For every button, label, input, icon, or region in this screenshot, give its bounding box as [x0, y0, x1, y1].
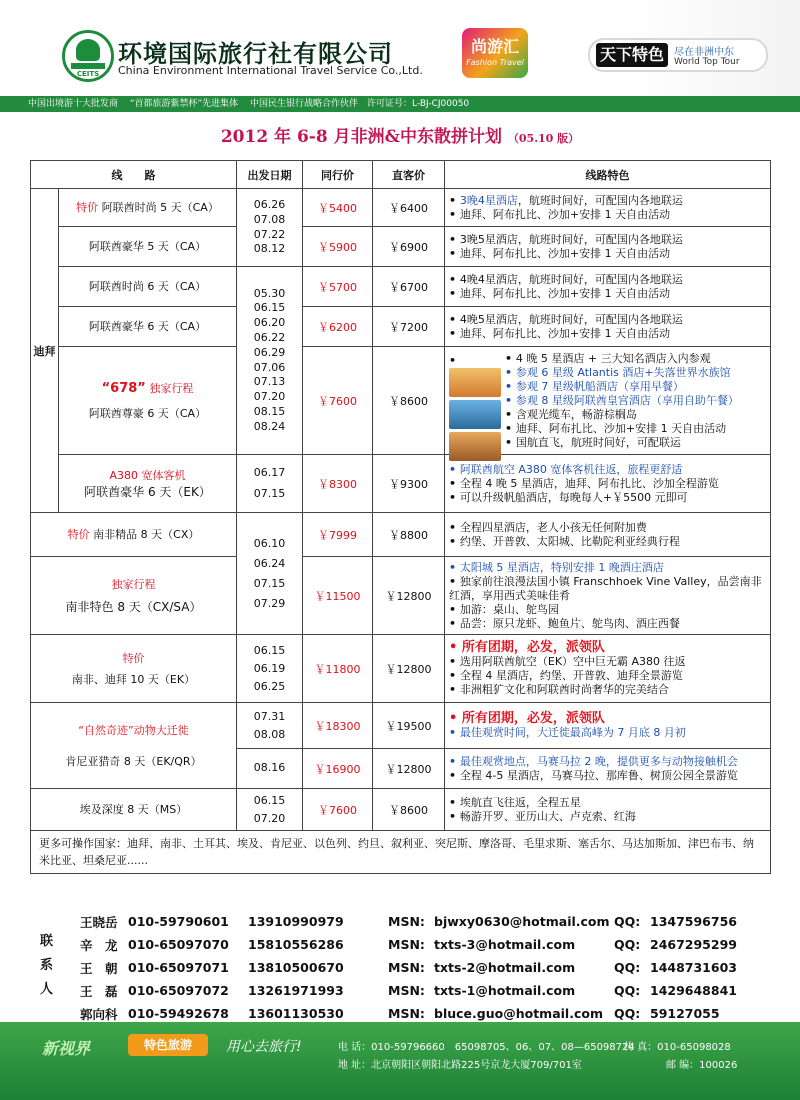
table-row — [31, 455, 771, 513]
company-name-en: China Environment International Travel Service Co.,Ltd. — [118, 64, 423, 77]
feature-cell — [445, 307, 771, 347]
feature-cell — [445, 703, 771, 749]
date-item: 07.06 — [253, 360, 286, 374]
date-cell — [237, 189, 303, 267]
date-item: 06.15 — [253, 643, 286, 657]
feature-item: • 可以升级帆船酒店，每晚每人+￥5500 元即可 — [449, 491, 766, 505]
msn-label: MSN: — [388, 960, 425, 975]
route-cell — [31, 635, 237, 703]
footer-address: 地 址：北京朝阳区朝阳北路225号京龙大厦709/701室 — [338, 1060, 582, 1071]
date-item: 06.26 — [253, 197, 286, 211]
peer-price: ￥5900 — [303, 227, 373, 267]
feature-cell — [445, 267, 771, 307]
peer-price: ￥11800 — [303, 635, 373, 703]
date-item: 07.08 — [253, 212, 286, 226]
route-cell — [59, 455, 237, 513]
route-cell — [59, 227, 237, 267]
msn-label: MSN: — [388, 937, 425, 952]
peer-price: ￥7600 — [303, 789, 373, 831]
msn-label: MSN: — [388, 1006, 425, 1021]
feature-cell — [445, 347, 771, 455]
direct-price: ￥12800 — [373, 635, 445, 703]
contact-tel: 010-65097072 — [128, 983, 229, 998]
route-tag: “自然奇迹”动物大迁徙 — [78, 723, 189, 737]
direct-price: ￥12800 — [373, 557, 445, 635]
contact-tel: 010-65097070 — [128, 937, 229, 952]
qq-label: QQ: — [614, 1006, 641, 1021]
contact-row — [40, 979, 770, 1002]
feature-item: • 太阳城 5 星酒店，特别安排 1 晚酒庄酒店 — [449, 561, 766, 575]
page-header — [0, 0, 800, 108]
feature-cell — [445, 513, 771, 557]
contact-label: 联系人 — [40, 934, 54, 997]
table-row — [31, 227, 771, 267]
feature-cell — [445, 789, 771, 831]
route-tag: “678” — [101, 380, 146, 396]
feature-cell — [445, 227, 771, 267]
contact-mobile: 13910990979 — [248, 914, 344, 929]
header-route: 线 路 — [31, 161, 237, 189]
direct-price: ￥7200 — [373, 307, 445, 347]
peer-price: ￥7999 — [303, 513, 373, 557]
date-item: 05.30 — [253, 286, 286, 300]
hotel-photos — [449, 354, 501, 448]
page-footer — [0, 1022, 800, 1100]
route-tag: A380 宽体客机 — [109, 468, 186, 482]
date-item: 06.17 — [253, 465, 286, 479]
contact-qq: 2467295299 — [650, 937, 737, 952]
contact-name: 辛 龙 — [80, 937, 118, 953]
route-cell — [31, 557, 237, 635]
date-item: 08.08 — [253, 727, 286, 741]
feature-item: • 全程 4 星酒店，约堡、开普敦、迪拜全景游览 — [449, 669, 766, 683]
table-row — [31, 189, 771, 227]
contact-msn[interactable]: txts-2@hotmail.com — [434, 960, 576, 975]
world-top-tour-logo — [588, 38, 768, 72]
feature-item: • 非洲粗犷文化和阿联酋时尚奢华的完美结合 — [449, 683, 766, 697]
feature-highlight: • 所有团期，必发，派领队 — [449, 641, 766, 655]
date-item: 06.29 — [253, 345, 286, 359]
table-row — [31, 267, 771, 307]
route-name: 肯尼亚猎奇 8 天（EK/QR） — [65, 754, 202, 768]
route-cell — [59, 307, 237, 347]
more-countries: 更多可操作国家：迪拜、南非、土耳其、埃及、肯尼亚、以色列、约旦、叙利亚、突尼斯、摩洛哥、毛里求斯、塞舌尔、马达加斯加、津巴布韦、纳米比亚、坦桑尼亚...... — [31, 831, 771, 874]
title-main: 2012 年 6-8 月非洲&中东散拼计划 — [220, 127, 502, 147]
title-version: （05.10 版） — [507, 132, 580, 145]
feature-item: • 畅游开罗、亚历山大、卢克索、红海 — [449, 810, 766, 824]
table-header-row — [31, 161, 771, 189]
route-cell — [31, 703, 237, 789]
fashion-logo-cn: 尚游汇 — [470, 37, 519, 56]
feature-item: • 最佳观赏时间，大迁徙最高峰为 7 月底 8 月初 — [449, 726, 766, 740]
contact-row — [40, 933, 770, 956]
feature-item: • 参观 8 星级阿联酋皇宫酒店（享用自助午餐） — [449, 394, 766, 408]
toptour-cn: 尽在非洲中东 — [674, 47, 734, 58]
date-item: 07.15 — [253, 576, 286, 590]
footer-slogan: 用心去旅行! — [226, 1039, 302, 1055]
qq-label: QQ: — [614, 983, 641, 998]
feature-cell: • 3晚4星酒店，航班时间好，可配国内各地联运 • 迪拜、阿布扎比、沙加+安排 1 天自由活动 — [445, 189, 771, 227]
feature-item: • 迪拜、阿布扎比、沙加+安排 1 天自由活动 — [449, 208, 766, 222]
peer-price: ￥5400 — [303, 189, 373, 227]
table-row — [31, 513, 771, 557]
contact-mobile: 13601130530 — [248, 1006, 344, 1021]
contact-tel: 010-59790601 — [128, 914, 229, 929]
dubai-label: 迪拜 — [31, 189, 59, 513]
feature-item: • 参观 6 星级 Atlantis 酒店+失落世界水族馆 — [449, 366, 766, 380]
feature-item: • 迪拜、阿布扎比、沙加+安排 1 天自由活动 — [449, 422, 766, 436]
feature-item: • 全程 4 晚 5 星酒店，迪拜、阿布扎比、沙加全程游览 — [449, 477, 766, 491]
peer-price: ￥5700 — [303, 267, 373, 307]
date-item: 08.12 — [253, 242, 286, 256]
footer-fax: 传 真：010-65098028 — [624, 1042, 731, 1053]
feature-item: • 品尝：原只龙虾、鲍鱼片、鸵鸟肉、酒庄西餐 — [449, 617, 766, 631]
date-cell — [237, 267, 303, 455]
feature-item: • 国航直飞，航班时间好，可配联运 — [449, 436, 766, 450]
route-name: 阿联酋豪华 6 天（EK） — [84, 484, 211, 499]
date-item: 07.22 — [253, 227, 286, 241]
footer-logo-newvision: 新视界 — [42, 1039, 91, 1058]
table-row — [31, 635, 771, 703]
date-item: 08.24 — [253, 419, 286, 433]
toptour-en: World Top Tour — [674, 57, 740, 67]
date-item: 06.20 — [253, 316, 286, 330]
route-name: 阿联酋时尚 6 天（CA） — [88, 280, 207, 293]
table-row — [31, 557, 771, 635]
contact-msn[interactable]: bluce.guo@hotmail.com — [434, 1006, 603, 1021]
route-name: 阿联酋时尚 5 天（CA） — [101, 201, 219, 214]
date-cell — [237, 635, 303, 703]
feature-item: • 参观 7 星级帆船酒店（享用早餐） — [449, 380, 766, 394]
qq-label: QQ: — [614, 937, 641, 952]
atlantis-photo-icon — [449, 368, 501, 397]
fashion-travel-logo — [462, 28, 528, 78]
route-cell — [59, 347, 237, 455]
table-row — [31, 789, 771, 831]
direct-price: ￥8600 — [373, 347, 445, 455]
logo-text: CEITS — [76, 70, 100, 78]
direct-price: ￥6400 — [373, 189, 445, 227]
route-cell — [59, 189, 237, 227]
date-cell — [237, 455, 303, 513]
header-direct-price: 直客价 — [373, 161, 445, 189]
palace-photo-icon — [449, 432, 501, 461]
date-item: 06.22 — [253, 330, 286, 344]
date-item: 07.15 — [253, 486, 286, 500]
route-name: 阿联酋豪华 6 天（CA） — [88, 320, 207, 333]
peer-price: ￥11500 — [303, 557, 373, 635]
peer-price: ￥18300 — [303, 703, 373, 749]
contact-qq: 59127055 — [650, 1006, 720, 1021]
date-item: 07.31 — [253, 709, 286, 723]
burj-photo-icon — [449, 400, 501, 429]
date-item: 06.25 — [253, 679, 286, 693]
date-cell — [237, 703, 303, 749]
direct-price: ￥8800 — [373, 513, 445, 557]
fashion-logo-en: Fashion Travel — [466, 58, 524, 67]
msn-label: MSN: — [388, 914, 425, 929]
contact-msn[interactable]: bjwxy0630@hotmail.com — [434, 914, 610, 929]
contact-msn[interactable]: txts-1@hotmail.com — [434, 983, 576, 998]
direct-price: ￥12800 — [373, 749, 445, 789]
feature-item: • 全程 4-5 星酒店，马赛马拉、那库鲁、树顶公园全景游览 — [449, 769, 766, 783]
feature-cell — [445, 455, 771, 513]
feature-cell — [445, 749, 771, 789]
direct-price: ￥6900 — [373, 227, 445, 267]
route-name: 埃及深度 8 天（MS） — [79, 803, 188, 816]
table-row — [31, 703, 771, 749]
contact-row — [40, 956, 770, 979]
contact-mobile: 15810556286 — [248, 937, 344, 952]
contact-mobile: 13810500670 — [248, 960, 344, 975]
peer-price: ￥8300 — [303, 455, 373, 513]
route-cell — [31, 513, 237, 557]
date-item: 06.19 — [253, 661, 286, 675]
footer-zip: 邮 编：100026 — [666, 1060, 738, 1071]
contacts-table — [40, 910, 770, 1025]
feature-item: • 约堡、开普敦、太阳城、比勒陀利亚经典行程 — [449, 535, 766, 549]
feature-item: • 加游：桌山、鸵鸟园 — [449, 603, 766, 617]
date-item: 08.15 — [253, 404, 286, 418]
feature-item: • 选用阿联酋航空（EK）空中巨无霸 A380 往返 — [449, 655, 766, 669]
date-cell: 08.16 — [237, 749, 303, 789]
feature-item: • 迪拜、阿布扎比、沙加+安排 1 天自由活动 — [449, 287, 766, 301]
route-name: 阿联酋豪华 5 天（CA） — [88, 240, 207, 253]
table-row — [31, 307, 771, 347]
table-row — [31, 831, 771, 874]
date-item: 07.13 — [253, 375, 286, 389]
feature-cell — [445, 557, 771, 635]
direct-price: ￥9300 — [373, 455, 445, 513]
contact-qq: 1347596756 — [650, 914, 737, 929]
peer-price: ￥6200 — [303, 307, 373, 347]
page-title — [0, 122, 800, 147]
contact-name: 郭向科 — [80, 1006, 118, 1022]
feature-item: • 3晚5星酒店，航班时间好，可配国内各地联运 — [449, 233, 766, 247]
header-tagline: 中国出境游十大批发商 “首都旅游紫禁杯”先进集体 中国民生银行战略合作伙伴 许可证号：L-BJ-CJ00050 — [0, 96, 800, 112]
feature-item: • 迪拜、阿布扎比、沙加+安排 1 天自由活动 — [449, 247, 766, 261]
header-date: 出发日期 — [237, 161, 303, 189]
date-item: 06.24 — [253, 556, 286, 570]
direct-price: ￥8600 — [373, 789, 445, 831]
qq-label: QQ: — [614, 914, 641, 929]
feature-cell — [445, 635, 771, 703]
date-item: 07.20 — [253, 390, 286, 404]
feature-item: • 含观光缆车，畅游棕榈岛 — [449, 408, 766, 422]
feature-item: • 4 晚 5 星酒店 + 三大知名酒店入内参观 — [449, 352, 766, 366]
msn-label: MSN: — [388, 983, 425, 998]
route-name: 南非、迪拜 10 天（EK） — [71, 672, 196, 686]
footer-logo-special: 特色旅游 — [128, 1034, 208, 1056]
contact-qq: 1448731603 — [650, 960, 737, 975]
feature-item: • 4晚5星酒店，航班时间好，可配国内各地联运 — [449, 313, 766, 327]
contact-name: 王晓岳 — [80, 914, 118, 930]
tour-plan-table — [30, 160, 771, 874]
route-tag: 独家行程 — [111, 577, 156, 591]
footer-phone: 电 话：010-59796660 65098705、06、07、08—65098724 — [338, 1042, 635, 1053]
table-row — [31, 347, 771, 455]
contact-msn[interactable]: txts-3@hotmail.com — [434, 937, 576, 952]
header-peer-price: 同行价 — [303, 161, 373, 189]
date-cell — [237, 789, 303, 831]
feature-item: • 独家前往浪漫法国小镇 Franschhoek Vine Valley，品尝南非红酒，享用西式美味佳肴 — [449, 575, 766, 603]
route-tag-exclusive: 独家行程 — [149, 381, 194, 395]
feature-item: • 最佳观赏地点，马赛马拉 2 晚，提供更多与动物接触机会 — [449, 755, 766, 769]
date-item: 07.29 — [253, 596, 286, 610]
route-name: 南非精品 8 天（CX） — [93, 528, 200, 541]
direct-price: ￥6700 — [373, 267, 445, 307]
feature-item: • 阿联酋航空 A380 宽体客机往返，旅程更舒适 — [449, 463, 766, 477]
feature-item: • 全程四星酒店，老人小孩无任何附加费 — [449, 521, 766, 535]
feature-highlight: • 所有团期，必发，派领队 — [449, 712, 766, 726]
direct-price: ￥19500 — [373, 703, 445, 749]
route-cell — [31, 789, 237, 831]
route-tag: 特价 — [67, 528, 90, 541]
date-cell — [237, 513, 303, 635]
contact-name: 王 磊 — [80, 983, 118, 999]
company-name-cn: 环境国际旅行社有限公司 — [118, 40, 393, 68]
route-name: 南非特色 8 天（CX/SA） — [65, 599, 202, 614]
date-item: 06.15 — [253, 301, 286, 315]
contact-mobile: 13261971993 — [248, 983, 344, 998]
contact-tel: 010-65097071 — [128, 960, 229, 975]
feature-item: • 迪拜、阿布扎比、沙加+安排 1 天自由活动 — [449, 327, 766, 341]
toptour-badge: 天下特色 — [596, 43, 668, 67]
date-item: 06.15 — [253, 793, 286, 807]
contact-name: 王 朝 — [80, 960, 118, 976]
contact-row — [40, 910, 770, 933]
date-item: 06.10 — [253, 536, 286, 550]
date-item: 07.20 — [253, 811, 286, 825]
feature-item: • 4晚4星酒店，航班时间好，可配国内各地联运 — [449, 273, 766, 287]
contact-qq: 1429648841 — [650, 983, 737, 998]
qq-label: QQ: — [614, 960, 641, 975]
route-name: 阿联酋尊豪 6 天（CA） — [88, 406, 207, 420]
header-feature: 线路特色 — [445, 161, 771, 189]
route-cell — [59, 267, 237, 307]
peer-price: ￥7600 — [303, 347, 373, 455]
feature-item: • 埃航直飞往返，全程五星 — [449, 796, 766, 810]
peer-price: ￥16900 — [303, 749, 373, 789]
route-tag: 特价 — [76, 201, 99, 214]
route-tag: 特价 — [122, 651, 145, 665]
company-logo-icon — [62, 30, 114, 82]
contact-tel: 010-59492678 — [128, 1006, 229, 1021]
